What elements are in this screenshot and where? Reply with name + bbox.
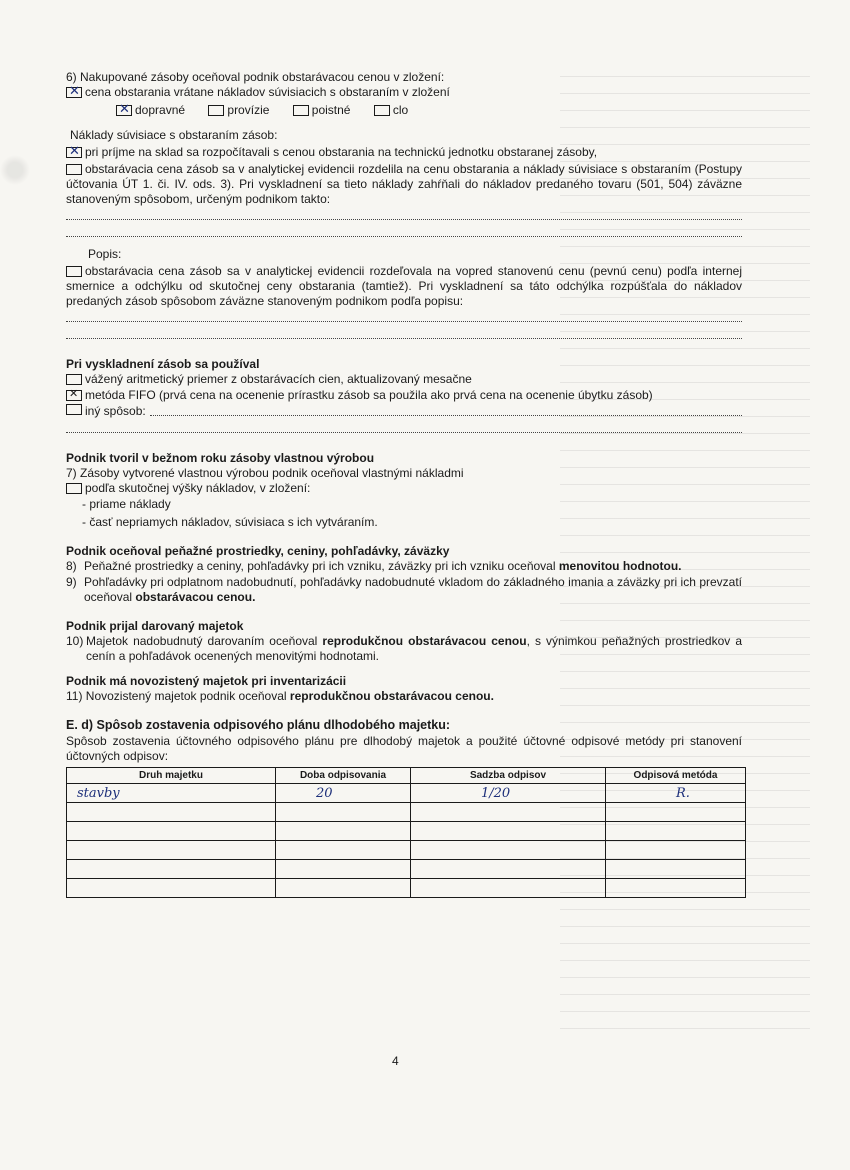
vysklad-opt2-text: metóda FIFO (prvá cena na ocenenie prírastku zásob sa použila ako prvá cena na ocenenie úbytku zásob) [85,388,653,402]
opt-c-row [66,264,742,309]
page-number: 4 [392,1054,399,1068]
table-header-row [67,768,746,784]
checkbox-other-method[interactable] [66,404,82,415]
item-8-text: Peňažné prostriedky a ceniny, pohľadávky pri ich vzniku, záväzky pri ich vzniku oceňoval [84,559,559,573]
novozisteny-title: Podnik má novozistený majetok pri inventarizácii [66,674,347,688]
fill-line[interactable] [66,207,742,220]
item-8 [66,559,742,574]
item-11-text: 11) Novozistený majetok podnik oceňoval [66,689,290,703]
item-8-number: 8) [66,559,77,573]
opt-c-text: obstarávacia cena zásob sa v analytickej evidencii rozdeľovala na vopred stanovenú cenu (pevnú cenu) podľa internej smernice a odchýlku od skutočnej ceny obstarania (tamtiež). Pri vyskladnení sa táto odchýlka rozpúšťala do nákladov predaných zásob spôsobom záväzne stanoveným podnikom podľa popisu: [66,264,742,308]
item-10-bold: reprodukčnou obstarávacou cenou [322,634,527,648]
vysklad-opt3-text: iný spôsob: [85,404,146,418]
vyroba-item-1: - priame náklady [82,497,171,511]
cell-asset-type[interactable] [67,803,276,822]
fill-line[interactable] [66,224,742,237]
col-header-method: Odpisová metóda [606,768,746,784]
item-9-text: Pohľadávky pri odplatnom nadobudnutí, pohľadávky nadobudnuté vkladom do základného imania a záväzky pri ich prevzatí oceňoval [84,575,742,604]
paper-stain [0,150,30,190]
vyroba-item-2: - časť nepriamych nákladov, súvisiaca s ich vytváraním. [82,515,378,529]
cell-rate[interactable]: 1/20 [411,784,606,803]
table-row [67,784,746,803]
checkbox-poistne[interactable] [293,105,309,116]
vyroba-title: Podnik tvoril v bežnom roku zásoby vlastnou výrobou [66,451,375,465]
checkbox-opt-c[interactable] [66,266,82,277]
table-row [67,822,746,841]
cell-period[interactable] [276,822,411,841]
cell-method[interactable] [606,860,746,879]
fill-line[interactable] [66,420,742,433]
cell-method[interactable] [606,822,746,841]
col-header-rate: Sadzba odpisov [411,768,606,784]
depreciation-table [66,767,746,898]
page-content [66,70,742,898]
col-header-asset-type: Druh majetku [67,768,276,784]
item-8-bold: menovitou hodnotou. [558,559,682,573]
checkbox-clo[interactable] [374,105,390,116]
vyroba-opt-text: podľa skutočnej výšky nákladov, v zložení: [85,481,311,495]
cell-asset-type[interactable] [67,822,276,841]
cell-asset-type[interactable] [67,879,276,898]
section-e-desc: Spôsob zostavenia účtovného odpisového plánu pre dlhodobý majetok a použité účtovné odpisové metódy pri stanovení účtovných odpisov: [66,734,742,763]
col-header-period: Doba odpisovania [276,768,411,784]
opt-b-text: obstarávacia cena zásob sa v analytickej evidencii rozdelila na cenu obstarania a náklady súvisiace s obstaraním (Postupy účtovania ÚT 1. či. IV. ods. 3). Pri vyskladnení sa tieto náklady zahŕňali do nákladov predaného tovaru (501, 504) záväzne stanoveným spôsobom, určeným podnikom takto: [66,162,742,206]
vysklad-opt2-row [66,388,742,403]
table-row [67,803,746,822]
cell-rate[interactable] [411,860,606,879]
cell-rate[interactable] [411,879,606,898]
option-poistne: poistné [311,103,351,117]
item-11-bold: reprodukčnou obstarávacou cenou. [289,689,494,703]
checkbox-actual-costs[interactable] [66,483,82,494]
checkbox-dopravne[interactable] [116,105,132,116]
fill-line[interactable] [66,309,742,322]
item-10-number: 10) [66,634,84,648]
checkbox-fifo[interactable] [66,390,82,401]
opt-b-row [66,162,742,207]
vysklad-title: Pri vyskladnení zásob sa používal [66,357,260,371]
popis-label: Popis: [88,247,122,261]
cell-asset-type[interactable]: stavby [67,784,276,803]
cell-period[interactable] [276,841,411,860]
opt-a-row [66,145,742,160]
vyroba-line7: 7) Zásoby vytvorené vlastnou výrobou podnik oceňoval vlastnými nákladmi [66,466,464,480]
checkbox-opt-a[interactable] [66,147,82,158]
other-method-field[interactable] [150,404,742,416]
checkbox-main-checked[interactable] [66,87,82,98]
cell-method[interactable] [606,803,746,822]
cell-period[interactable] [276,860,411,879]
cell-rate[interactable] [411,803,606,822]
opt-a-text: pri príjme na sklad sa rozpočítavali s cenou obstarania na technickú jednotku obstaranej zásoby, [85,145,598,159]
vysklad-opt1-text: vážený aritmetický priemer z obstarávacích cien, aktualizovaný mesačne [85,372,472,386]
cell-method[interactable] [606,841,746,860]
cell-period[interactable]: 20 [276,784,411,803]
cell-rate[interactable] [411,841,606,860]
item-10-text-c: , s výnimkou peňažných prostriedkov a cenín a pohľadávok ocenených menovitými hodnotami. [86,634,742,663]
option-dopravne: dopravné [135,103,186,117]
item-9 [66,575,742,605]
item-9-number: 9) [66,575,77,589]
cell-asset-type[interactable] [67,841,276,860]
s6-sub-options [116,103,742,118]
item-10-text-a: Majetok nadobudnutý darovaním oceňoval [86,634,323,648]
costs-title: Náklady súvisiace s obstaraním zásob: [70,128,278,142]
checkbox-opt-b[interactable] [66,164,82,175]
item-9-bold: obstarávacou cenou. [135,590,256,604]
checkbox-weighted-average[interactable] [66,374,82,385]
checkbox-provizie[interactable] [208,105,224,116]
s6-main-option [66,85,742,100]
vyroba-opt-row [66,481,742,496]
option-clo: clo [392,103,409,117]
cell-asset-type[interactable] [67,860,276,879]
s6-title: 6) Nakupované zásoby oceňoval podnik obstarávacou cenou v zložení: [66,70,445,84]
vysklad-opt1-row [66,372,742,387]
fill-line[interactable] [66,326,742,339]
cell-method[interactable] [606,879,746,898]
section-e-title: E. d) Spôsob zostavenia odpisového plánu dlhodobého majetku: [66,718,451,732]
s6-main-option-label: cena obstarania vrátane nákladov súvisiacich s obstaraním v zložení [85,85,450,99]
item-11 [66,689,742,704]
cell-rate[interactable] [411,822,606,841]
option-provizie: provízie [227,103,270,117]
table-row [67,860,746,879]
vysklad-opt3-row [66,404,742,420]
cell-period[interactable] [276,879,411,898]
item-10 [66,634,742,664]
cell-period[interactable] [276,803,411,822]
penazne-title: Podnik oceňoval peňažné prostriedky, ceniny, pohľadávky, záväzky [66,544,450,558]
table-row [67,879,746,898]
cell-method[interactable]: R. [606,784,746,803]
darovany-title: Podnik prijal darovaný majetok [66,619,244,633]
table-row [67,841,746,860]
